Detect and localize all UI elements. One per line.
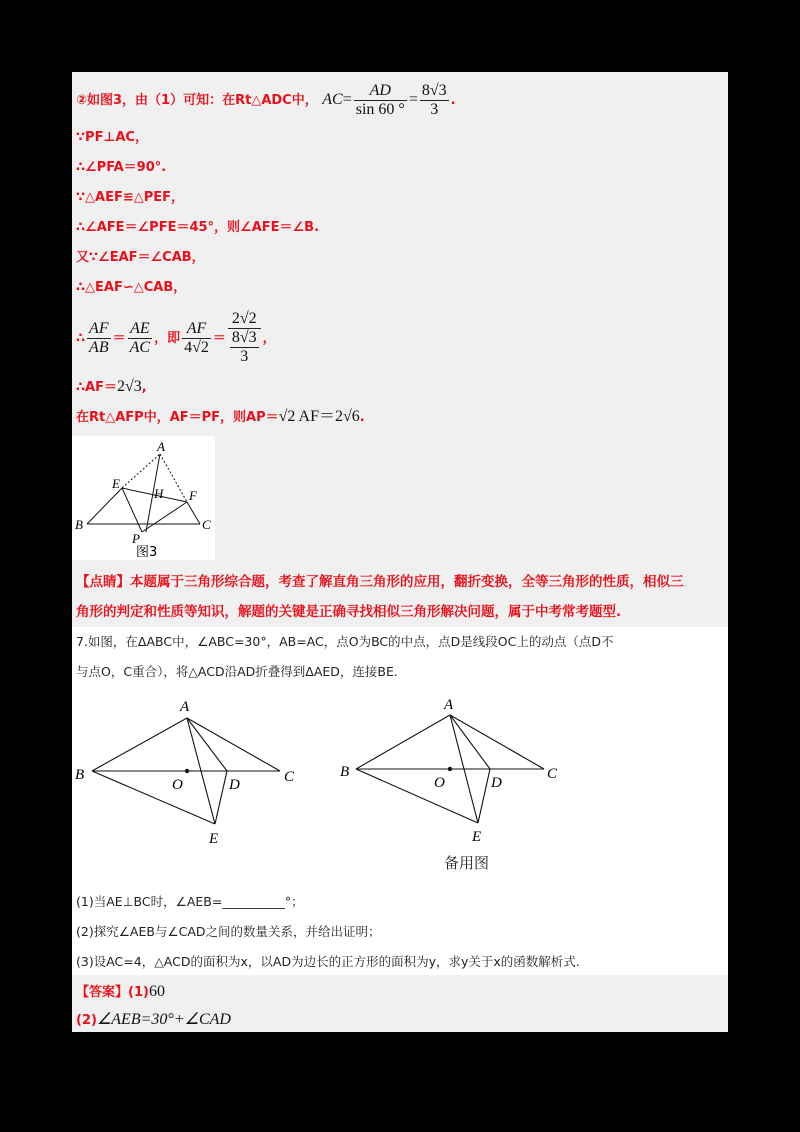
label-o: O [434,775,445,791]
comment-tag: 【点睛】 [76,574,130,590]
label-c: C [284,769,295,785]
answer-part1-value: 60 [148,983,165,1000]
frac-num: 8√3 [231,329,257,347]
frac-num: 2√2 [228,310,261,329]
label-e: E [209,831,219,847]
ap-value: √2 AF＝2√6 [278,408,360,425]
comment-line-2: 角形的判定和性质等知识，解题的关键是正确寻找相似三角形解决问题，属于中考常考题型. [76,604,622,620]
label-f: F [189,488,197,503]
point-o [185,769,189,773]
backup-figure-caption: 备用图 [444,854,490,872]
period: . [359,410,365,425]
sub-question-3: (3)设AC=4，△ACD的面积为x，以AD为边长的正方形的面积为y，求y关于x的函数解析式. [76,954,580,969]
answer-part2-label: (2) [76,1013,97,1028]
solution-line-8: ∴ $\frac{AF}{AB}$ ＝ $\frac{AE}{AC}$ ，即 $\frac{AF}{4√2}$ ＝ 2√2 8√3 3 ， [76,310,276,366]
inner-fraction [228,329,261,366]
solution-line-9 [76,377,147,398]
frac-den: 3 [240,348,249,366]
comma: ， [262,331,276,346]
ad-over-sin60 [354,82,407,119]
question-7-panel [72,627,728,975]
solution-line-4: ∵△AEF≌△PEF， [76,190,185,205]
backup-figure [334,689,574,849]
frac-num: AF [89,319,109,337]
therefore-symbol: ∴ [76,331,86,346]
frac-den: AC [129,338,151,356]
sub-question-2: (2)探究∠AEB与∠CAD之间的数量关系，并给出证明； [76,924,381,939]
compound-fraction [228,310,261,366]
question-7-figure [72,689,312,849]
label-d: D [491,775,502,791]
label-c: C [547,766,558,782]
question-7-line-1: 7.如图，在ΔABC中，∠ABC=30°，AB=AC，点O为BC的中点，点D是线段OC上的动点（点D不 [76,634,614,649]
label-b: B [340,764,350,780]
comment-line-1 [76,572,684,592]
label-h: H [154,486,164,501]
label-p: P [132,531,140,546]
solution-line-3: ∴∠PFA＝90°. [76,160,167,175]
frac-den: sin 60 ° [355,101,405,118]
solution-line-1 [76,82,456,119]
answer-part2-value: ∠AEB=30°+∠CAD [96,1011,231,1028]
af-over-ab [87,320,111,357]
comma: , [141,380,147,395]
ae-over-ac [128,320,152,357]
af-over-4root2 [182,320,211,357]
answer-line-1 [76,982,165,1003]
ac-equation: AC= $\frac{AD}{\sin 60 ^\circ}$ = $\frac{8√3}{3}$ [322,82,447,118]
answer-tag: 【答案】 [76,985,129,1000]
label-b: B [75,517,83,532]
label-d: D [229,777,240,793]
solution-line-5: ∴∠AFE＝∠PFE＝45°，则∠AFE＝∠B. [76,220,320,235]
question-7-line-2: 与点O，C重合），将△ACD沿AD折叠得到ΔAED，连接BE. [76,664,398,679]
sub-question-1: (1)当AE⊥BC时，∠AEB=__________°； [76,894,304,909]
label-o: O [172,777,183,793]
af-equals: ∴AF＝ [76,380,117,395]
line1-text: ②如图3，由（1）可知：在Rt△ADC中， [76,93,318,109]
document-page [72,72,728,1032]
label-a: A [157,439,165,454]
figure-3-caption: 图3 [136,545,158,560]
answer-line-2 [76,1010,231,1031]
frac-den: 4√2 [184,338,209,356]
frac-num: AE [128,320,152,339]
af-value: 2√3 [117,378,142,395]
label-b: B [75,767,85,783]
eight-root3-over-3 [420,82,449,119]
frac-den: AB [89,338,109,356]
label-a: A [444,697,454,713]
solution-line-10 [76,407,365,428]
comment-text-1: 本题属于三角形综合题，考查了解直角三角形的应用，翻折变换，全等三角形的性质，相似三 [130,574,684,590]
label-e: E [112,476,120,491]
label-c: C [202,517,211,532]
solution-line-7: ∴△EAF∽△CAB， [76,280,187,295]
frac-den: 3 [430,101,439,118]
frac-num: AF [182,320,211,339]
solution-line-6: 又∵∠EAF＝∠CAB， [76,250,205,265]
answer-part1-label: (1) [128,985,149,1000]
figure-3 [72,436,215,560]
frac-num: 8√3 [421,82,447,99]
ac-lhs: AC [322,91,343,109]
ji-text: ，即 [154,331,181,346]
triangle-fold-diagram [72,436,215,560]
frac-num: AD [354,82,407,101]
solution-line-2: ∵PF⊥AC， [76,130,148,145]
period: . [450,93,456,109]
label-e: E [472,829,482,845]
label-a: A [180,699,190,715]
point-o [448,767,452,771]
rt-afp-text: 在Rt△AFP中，AF＝PF，则AP＝ [76,410,279,425]
